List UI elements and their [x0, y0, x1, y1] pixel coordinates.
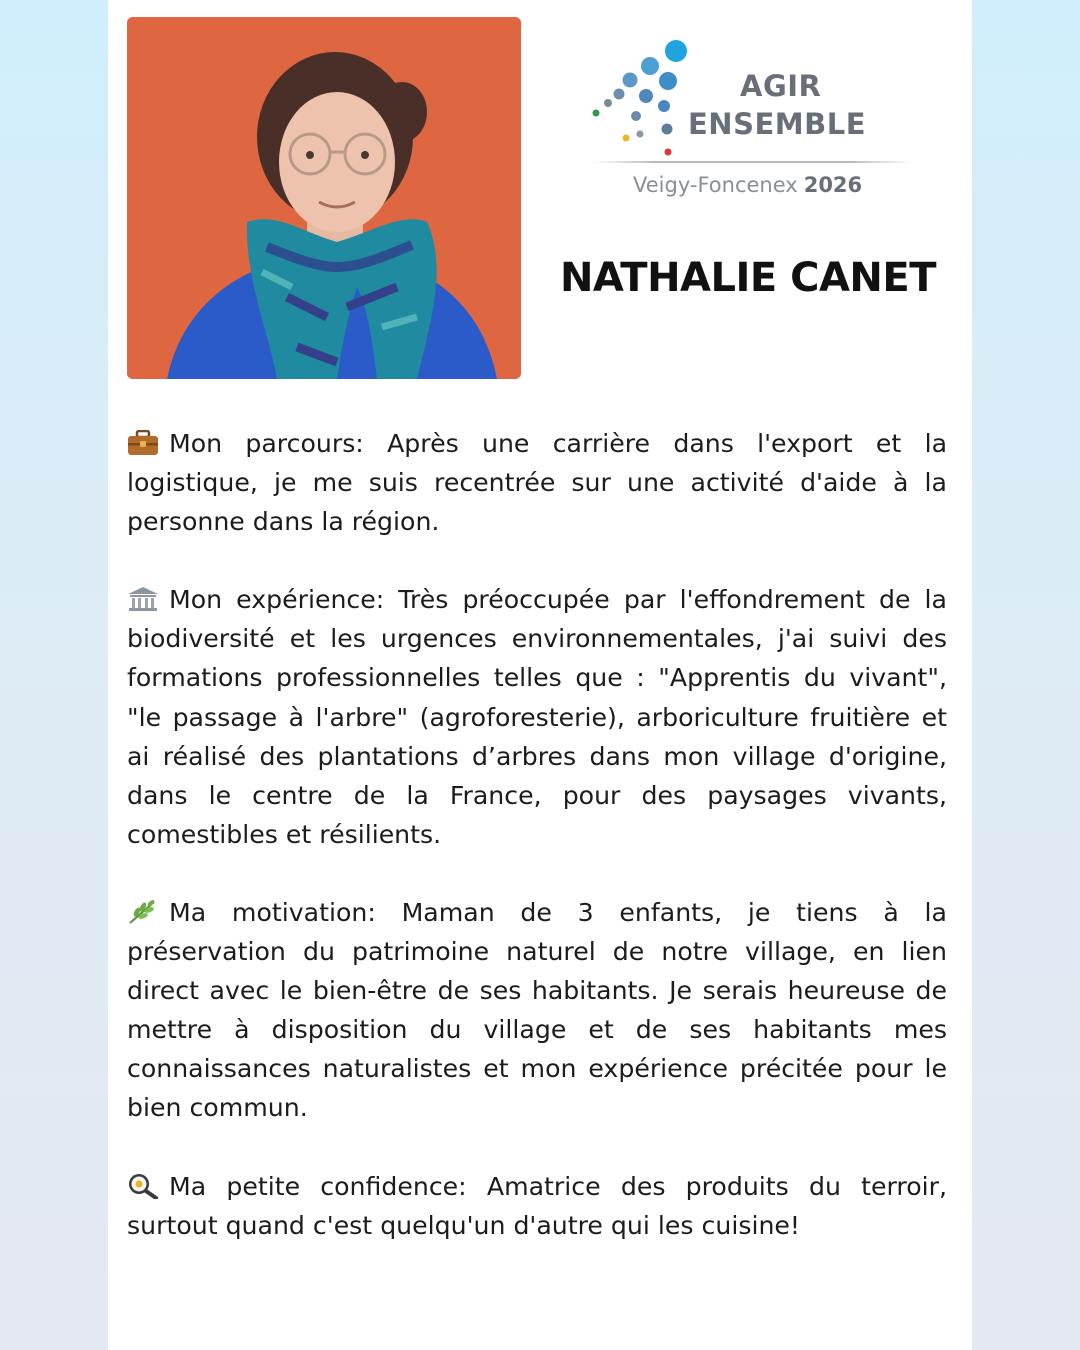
classical-building-icon	[127, 586, 159, 612]
logo-place: Veigy-Foncenex	[633, 173, 798, 197]
bio-text	[127, 424, 947, 1284]
bio-section-confidence	[127, 1167, 947, 1245]
candidate-name: NATHALIE CANET	[559, 255, 937, 301]
logo-divider	[593, 161, 913, 163]
bio-section-text: Ma petite confidence: Amatrice des produits du terroir, surtout quand c'est quelqu'un d'autre qui les cuisine!	[127, 1171, 947, 1240]
bio-section-text: Ma motivation: Maman de 3 enfants, je tiens à la préservation du patrimoine naturel de notre village, en lien direct avec le bien-être de ses habitants. Je serais heureuse de mettre à disposition du village et de ses habitants mes connaissances naturalistes et mon expérience précitée pour le bien commun.	[127, 897, 947, 1123]
agir-ensemble-logo	[588, 36, 918, 206]
bio-section-experience	[127, 580, 947, 854]
bio-section-parcours	[127, 424, 947, 541]
candidate-photo	[127, 17, 521, 379]
bio-section-text: Mon parcours: Après une carrière dans l'export et la logistique, je me suis recentrée sur une activité d'aide à la personne dans la région.	[127, 429, 947, 537]
logo-dots-icon	[588, 36, 698, 161]
logo-word-ensemble: ENSEMBLE	[688, 107, 867, 141]
herb-icon	[127, 899, 159, 925]
logo-word-agir: AGIR	[740, 69, 822, 103]
logo-year: 2026	[803, 173, 863, 197]
cooking-pan-icon	[127, 1173, 159, 1199]
bio-section-motivation	[127, 893, 947, 1128]
logo-subtitle	[633, 173, 862, 197]
bio-section-text: Mon expérience: Très préoccupée par l'effondrement de la biodiversité et les urgences environnementales, j'ai suivi des formations professionnelles telles que : "Apprentis du vivant", "le passage à l'arbre" (agroforesterie), arboriculture fruitière et ai réalisé des plantations d’arbres dans mon village d'origine, dans le centre de la France, pour des paysages vivants, comestibles et résilients.	[127, 585, 947, 849]
briefcase-icon	[127, 430, 159, 456]
profile-card	[108, 0, 972, 1350]
